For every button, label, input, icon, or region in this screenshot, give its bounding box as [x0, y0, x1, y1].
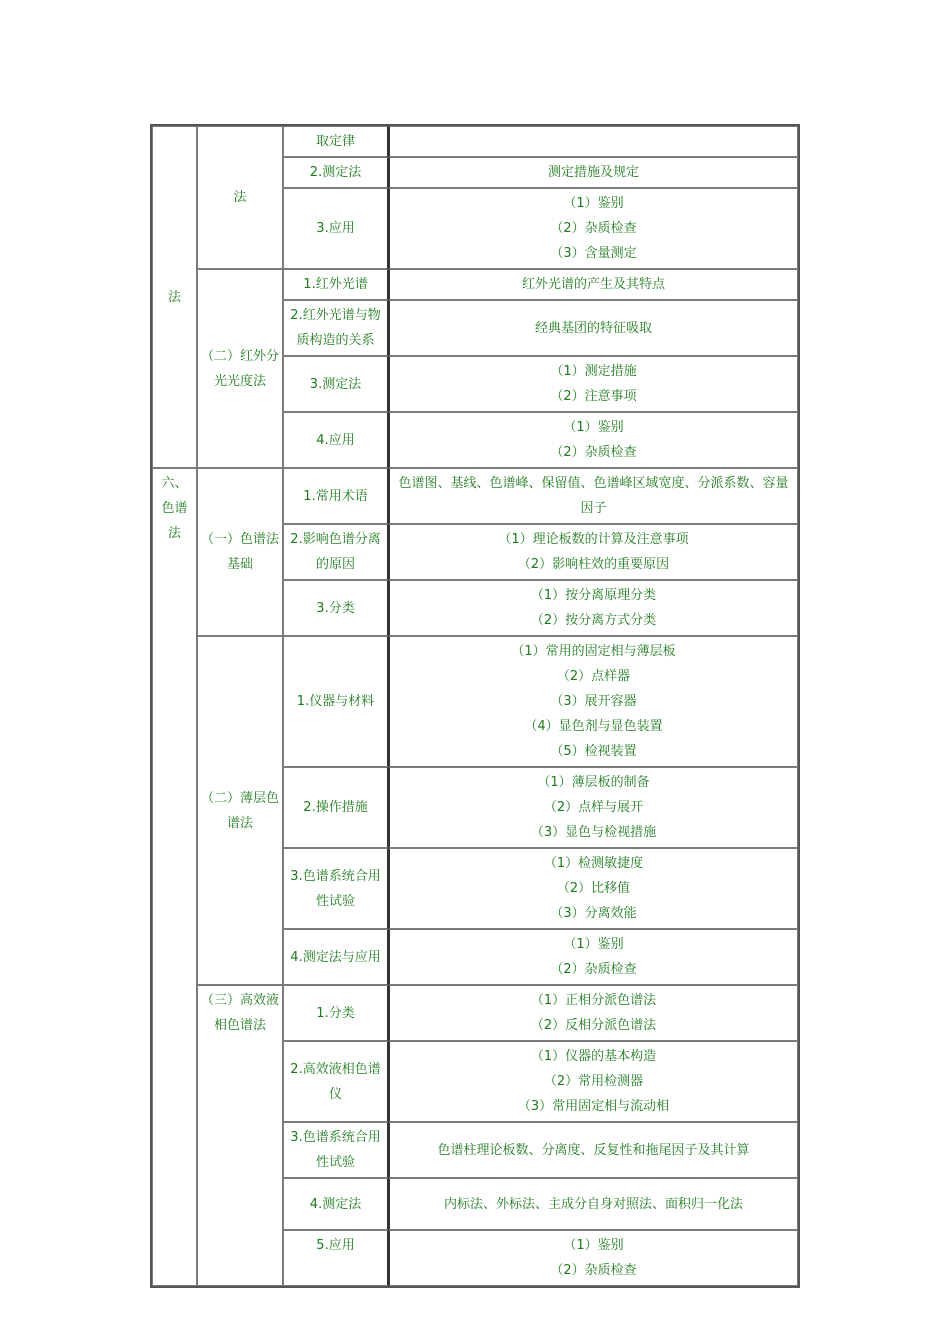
content-line: （1）测定措施	[550, 364, 637, 379]
item-cell: 1.仪器与材料	[283, 636, 388, 767]
content-line: （3）显色与检视措施	[530, 825, 657, 840]
content-line: （1）常用的固定相与薄层板	[511, 644, 676, 659]
item-cell: 2.红外光谱与物质构造的关系	[283, 300, 388, 356]
content-line: （1）正相分派色谱法	[530, 993, 657, 1008]
table-row	[152, 269, 798, 300]
content-line: 测定措施及规定	[547, 165, 639, 180]
content-line: （1）理论板数的计算及注意事项	[498, 532, 689, 547]
content-cell	[388, 1230, 798, 1286]
content-line: （2）杂质检查	[550, 1263, 637, 1278]
item-cell: 3.色谱系统合用性试验	[283, 1122, 388, 1178]
section-cell-ir: （二）红外分光光度法	[197, 269, 283, 468]
content-line: （1）鉴别	[563, 1238, 624, 1253]
content-cell	[388, 126, 798, 157]
content-cell	[388, 269, 798, 300]
content-line: （1）薄层板的制备	[537, 775, 650, 790]
content-line: （1）鉴别	[563, 196, 624, 211]
unit-cell-method: 法	[152, 126, 197, 468]
item-cell: 1.分类	[283, 985, 388, 1041]
content-cell	[388, 524, 798, 580]
item-cell: 4.测定法与应用	[283, 929, 388, 985]
table-row	[152, 636, 798, 767]
content-cell	[388, 1122, 798, 1178]
content-line: 内标法、外标法、主成分自身对照法、面积归一化法	[443, 1196, 743, 1212]
content-line: 色谱图、基线、色谱峰、保留值、色谱峰区域宽度、分派系数、容量因子	[398, 476, 789, 516]
item-cell: 3.应用	[283, 188, 388, 269]
item-cell: 1.常用术语	[283, 468, 388, 524]
content-line: （1）鉴别	[563, 937, 624, 952]
content-line: （2）杂质检查	[550, 221, 637, 236]
item-cell: 2.操作措施	[283, 767, 388, 848]
content-cell	[388, 1041, 798, 1122]
section-cell-tlc: （二）薄层色谱法	[197, 636, 283, 985]
content-line: 红外光谱的产生及其特点	[521, 277, 665, 292]
content-line: （3）分离效能	[550, 906, 637, 921]
content-line: （2）按分离方式分类	[530, 613, 657, 628]
item-cell: 3.色谱系统合用性试验	[283, 848, 388, 929]
item-cell: 3.分类	[283, 580, 388, 636]
content-cell	[388, 300, 798, 356]
item-cell: 4.应用	[283, 412, 388, 468]
content-cell	[388, 188, 798, 269]
content-line: 色谱柱理论板数、分离度、反复性和拖尾因子及其计算	[437, 1142, 750, 1158]
content-line: （3）含量测定	[550, 246, 637, 261]
content-line: （3）常用固定相与流动相	[517, 1099, 670, 1114]
table-row	[152, 468, 798, 524]
content-line: （2）比移值	[556, 881, 631, 896]
content-line: （2）点样器	[556, 669, 631, 684]
section-cell-hplc: （三）高效液相色谱法	[197, 985, 283, 1286]
item-cell: 2.测定法	[283, 157, 388, 188]
content-cell	[388, 767, 798, 848]
content-line: （5）检视装置	[550, 744, 637, 759]
content-line: （4）显色剂与显色装置	[524, 719, 663, 734]
item-cell: 4.测定法	[283, 1178, 388, 1230]
item-cell: 1.红外光谱	[283, 269, 388, 300]
content-line: （2）杂质检查	[550, 962, 637, 977]
content-cell	[388, 356, 798, 412]
content-line: （3）展开容器	[550, 694, 637, 709]
content-cell	[388, 848, 798, 929]
content-line: （2）影响柱效的重要原因	[517, 557, 670, 572]
content-cell	[388, 1178, 798, 1230]
section-cell-chrom-basis: （一）色谱法基础	[197, 468, 283, 636]
content-line: （2）注意事项	[550, 389, 637, 404]
content-line: （2）点样与展开	[543, 800, 644, 815]
item-cell: 3.测定法	[283, 356, 388, 412]
content-cell	[388, 985, 798, 1041]
content-cell	[388, 157, 798, 188]
content-line: （2）杂质检查	[550, 445, 637, 460]
item-cell: 5.应用	[283, 1230, 388, 1286]
section-cell-law: 法	[197, 126, 283, 269]
content-line: （1）鉴别	[563, 420, 624, 435]
table-row	[152, 985, 798, 1041]
item-cell: 2.影响色谱分离的原因	[283, 524, 388, 580]
content-cell	[388, 636, 798, 767]
content-line: （1）按分离原理分类	[530, 588, 657, 603]
item-cell: 取定律	[283, 126, 388, 157]
syllabus-table	[150, 124, 800, 1288]
unit-cell-chromatography: 六、色谱法	[152, 468, 197, 1286]
content-cell	[388, 929, 798, 985]
content-cell	[388, 580, 798, 636]
content-line: （2）反相分派色谱法	[530, 1018, 657, 1033]
content-cell	[388, 412, 798, 468]
content-line: 经典基团的特征吸取	[534, 320, 652, 336]
table-row	[152, 126, 798, 157]
content-cell	[388, 468, 798, 524]
content-line: （2）常用检测器	[543, 1074, 644, 1089]
item-cell: 2.高效液相色谱仪	[283, 1041, 388, 1122]
content-line: （1）仪器的基本构造	[530, 1049, 657, 1064]
content-line: （1）检测敏捷度	[543, 856, 644, 871]
